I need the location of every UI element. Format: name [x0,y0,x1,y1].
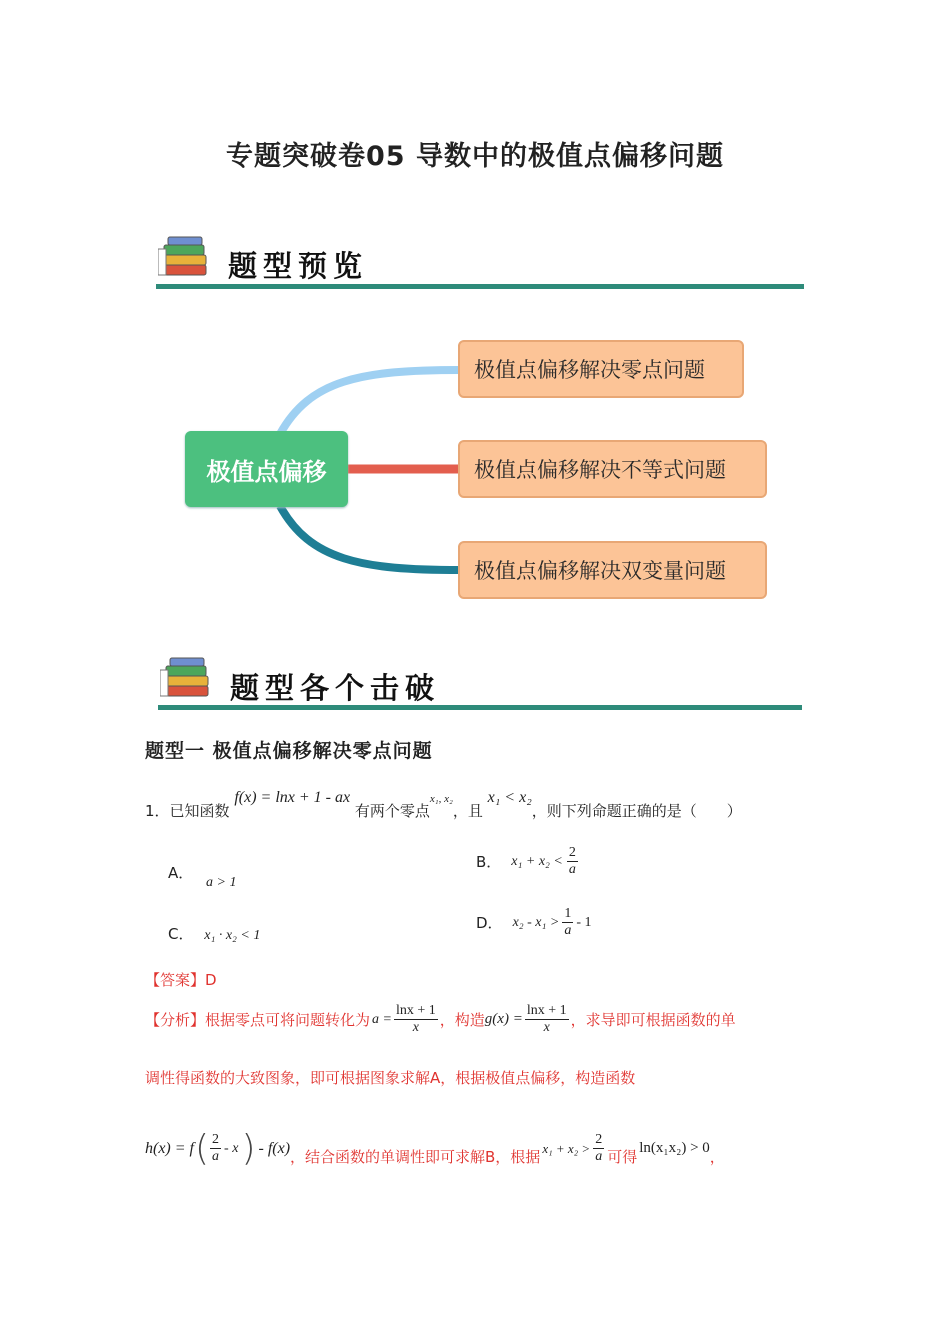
question-number: 1．已知函数 [145,802,230,820]
fraction-numerator: lnx + 1 [395,1003,436,1018]
formula-text: - x [224,1140,239,1156]
fraction-denominator: x [543,1020,550,1035]
option-label: C． [168,925,194,943]
section-preview-label: 题型预览 [228,249,369,283]
analysis-text: 根据零点可将问题转化为 [205,1011,371,1029]
answer-value: D [205,971,217,989]
question-type-heading: 题型一 极值点偏移解决零点问题 [145,740,433,762]
books-icon [160,656,212,700]
analysis-line-2: 调性得函数的大致图象，即可根据图象求解A，根据极值点偏移，构造函数 [145,1069,636,1087]
option-a[interactable] [168,862,237,890]
option-d[interactable] [476,906,592,939]
function-formula: f(x) = lnx + 1 - ax [234,789,351,806]
analysis-text: ，构造 [439,1011,485,1029]
formula-text: - f(x) [258,1139,291,1157]
formula-text: h(x) = f [145,1139,194,1157]
mindmap-node-zero-points: 极值点偏移解决零点问题 [458,340,744,398]
analysis-text: ，求导即可根据函数的单 [570,1011,736,1029]
option-value: x₁ + x₂ < [511,853,563,869]
question-1 [145,786,742,820]
option-b[interactable] [476,845,578,878]
fraction-denominator: a [568,862,576,877]
option-c[interactable] [168,923,260,944]
paren-right: ) [241,1128,256,1169]
answer-line [145,969,217,990]
analysis-line-1 [145,1003,736,1036]
fraction-denominator: x [412,1020,419,1035]
option-value: x₁ · x₂ < 1 [204,928,261,943]
option-label: B． [476,853,502,871]
question-text: ，则下列命题正确的是（ ） [531,802,742,820]
fraction-numerator: lnx + 1 [526,1003,567,1018]
fraction-numerator: 1 [564,906,572,921]
fraction-denominator: a [595,1149,603,1164]
branch-3 [280,506,460,570]
option-value: - 1 [576,914,592,930]
formula-text: a = [372,1011,392,1027]
option-label: A． [168,864,194,882]
analysis-text: 可得 [607,1148,638,1166]
analysis-text: ，结合函数的单调性即可求解B，根据 [290,1148,541,1166]
zeros-variables: x₁, x₂ [429,793,453,805]
question-text: 有两个零点 [354,802,430,820]
option-value: a > 1 [206,875,237,890]
formula-text: g(x) = [484,1011,523,1027]
paren-left: ( [195,1128,210,1169]
section-divider [158,705,802,710]
fraction-numerator: 2 [595,1132,603,1147]
analysis-label: 【分析】 [145,1011,206,1029]
fraction-denominator: a [212,1149,220,1164]
analysis-text: ， [709,1148,725,1166]
mindmap-center: 极值点偏移 [185,431,348,507]
answer-label: 【答案】 [145,971,206,989]
question-text: ，且 [452,802,483,820]
condition-formula: x₁ < x₂ [487,789,532,806]
section-breakthrough-label: 题型各个击破 [230,671,441,705]
fraction-numerator: 2 [212,1132,220,1147]
formula-text: x₁ + x₂ > [542,1140,591,1156]
option-value: x₂ - x₁ > [512,914,560,930]
mindmap-node-inequality: 极值点偏移解决不等式问题 [458,440,767,498]
fraction-numerator: 2 [568,845,576,860]
fraction-denominator: a [564,923,572,938]
mindmap-node-double-variable: 极值点偏移解决双变量问题 [458,541,767,599]
branch-1 [280,370,460,434]
analysis-line-3 [145,1128,725,1169]
page-title: 专题突破卷05 导数中的极值点偏移问题 [226,141,724,172]
option-label: D． [476,914,503,932]
formula-text: ln(x₁x₂) > 0 [639,1140,710,1156]
